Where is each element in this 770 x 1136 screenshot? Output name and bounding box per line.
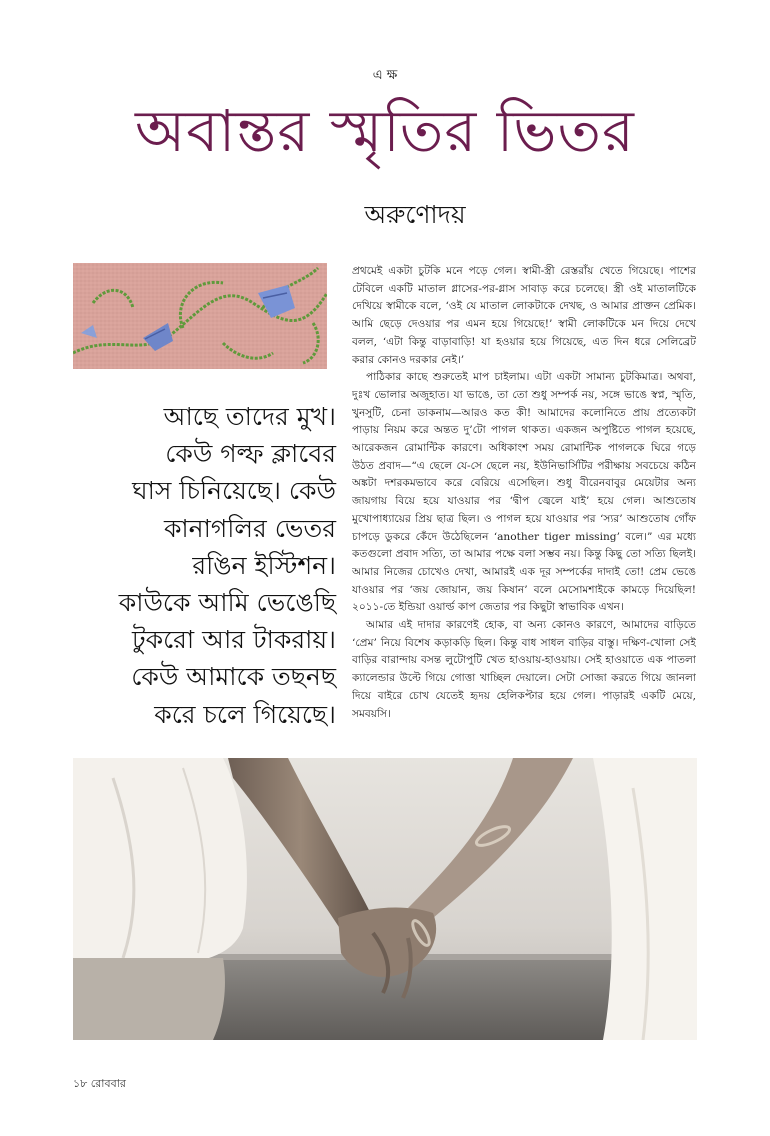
pull-quote-line: করে চলে গিয়েছে। (154, 699, 336, 729)
article-body (352, 263, 696, 735)
pull-quote-line: টুকরো আর টাকরায়। (132, 625, 336, 655)
byline: অরুণোদয় (364, 200, 466, 229)
pull-quote (72, 398, 336, 733)
pull-quote-line: আছে তাদের মুখ। (163, 402, 336, 431)
headline: অবান্তর স্মৃতির ভিতর (135, 97, 635, 165)
page-footer: ১৮ রোববার (73, 1077, 126, 1090)
pull-quote-line: ঘাস চিনিয়েছে। কেউ (132, 476, 336, 506)
article-paragraph: আমার এই দাদার কারণেই হোক, বা অন্য কোনও কারণে, আমাদের বাড়িতে ‘প্রেম’ নিয়ে বিশেষ কড়াকড়ি ছিল। কিন্তু বাধ সাধল বাড়ির বাস্তু। দক্ষিণ-খোলা সেই বাড়ির বারান্দায় বসন্ত লুটোপুটি খেত হাওয়ায়-হাওয়ায়। সেই হাওয়াতে এক পাতলা ক্যালেন্ডার উল্টে গিয়ে গোত্তা খাচ্ছিল দেয়ালে। সেটা সোজা করতে গিয়ে জানলা দিয়ে বাইরে চোখ যেতেই হৃদয় হেলিকপ্টার হয়ে গেল। পাড়ারই একটি মেয়ে, সমবয়সি। (352, 619, 696, 720)
pull-quote-line: কেউ আমাকে তছনছ (131, 662, 336, 692)
holding-hands-photo (73, 758, 697, 1040)
pull-quote-line: কানাগলির ভেতর (163, 513, 336, 543)
pull-quote-line: রঙিন ইস্টিশন। (192, 550, 336, 580)
pull-quote-line: কেউ গল্ফ ক্লাবের (165, 439, 336, 469)
embroidery-image (73, 263, 327, 369)
kicker: এ ক্ষ (372, 68, 398, 83)
pull-quote-line: কাউকে আমি ভেঙেছি (118, 588, 336, 618)
article-paragraph: প্রথমেই একটা চুটকি মনে পড়ে গেল। স্বামী-স্ত্রী রেস্তরাঁয় খেতে গিয়েছে। পাশের টেবিলে একটি মাতাল গ্লাসের-পর-গ্লাস সাবাড় করে চলেছে। স্ত্রী ওই মাতালটিকে দেখিয়ে স্বামীকে বলে, ‘ওই যে মাতাল লোকটাকে দেখছ, ও আমার প্রাক্তন প্রেমিক। আমি ছেড়ে দেওয়ার পর এমন হয়ে গিয়েছে!’ স্বামী লোকটিকে মন দিয়ে দেখে বলল, ‘এটা কিন্তু বাড়াবাড়ি! যা হওয়ার হয়ে গিয়েছে, এত দিন ধরে সেলিব্রেট করার কোনও দরকার নেই।’ (352, 265, 696, 366)
article-paragraph: পাঠিকার কাছে শুরুতেই মাপ চাইলাম। এটা একটা সামান্য চুটকিমাত্র। অথবা, দুঃখ ভোলার অজুহাত। যা ভাঙে, তা তো শুধু সম্পর্ক নয়, সঙ্গে ভাঙে স্বপ্ন, স্মৃতি, খুনসুটি, চেনা ডাকনাম—আরও কত কী! আমাদের কলোনিতে প্রায় প্রত্যেকটা পাড়ায় নিয়ম করে অন্তত দু’টো পাগল থাকত। একজন অপুষ্টিতে পাগল হয়েছে, আরেকজন রোমান্টিক কারণে। অধিকাংশ সময় রোমান্টিক পাগলকে ঘিরে গড়ে উঠত প্রবাদ—“এ ছেলে যে-সে ছেলে নয়, ইউনিভার্সিটির পরীক্ষায় সবচেয়ে কঠিন অঙ্কটা দশরকমভাবে করে বেরিয়ে এসেছিল। শুধু বীরেনবাবুর মেয়েটার অন্য জায়গায় বিয়ে হয়ে যাওয়ার পর ‘দ্বীপ জ্বেলে যাই’ হয়ে গেল। আশুতোষ মুখোপাধ্যায়ের প্রিয় ছাত্র ছিল। ও পাগল হয়ে যাওয়ার পর ‘স্যর’ আশুতোষ গোঁফ চাপড়ে ডুকরে কেঁদে উঠেছিলেন ‘another tiger missing’ বলে।” এর মধ্যে কতগুলো প্রবাদ সত্যি, তা আমার পক্ষে বলা সম্ভব নয়। কিন্তু কিছু তো সত্যি ছিলই। আমার নিজের চোখেও দেখা, আমারই এক দূর সম্পর্কের দাদাই তো! প্রেম ভেঙে যাওয়ার পর ‘জয় জোয়ান, জয় কিষান’ বলে মেসোমশাইকে কামড়ে দিয়েছিল! ২০১১-তে ইন্ডিয়া ওয়ার্ল্ড কাপ জেতার পর কিছুটা স্বাভাবিক এখন। (352, 371, 696, 614)
